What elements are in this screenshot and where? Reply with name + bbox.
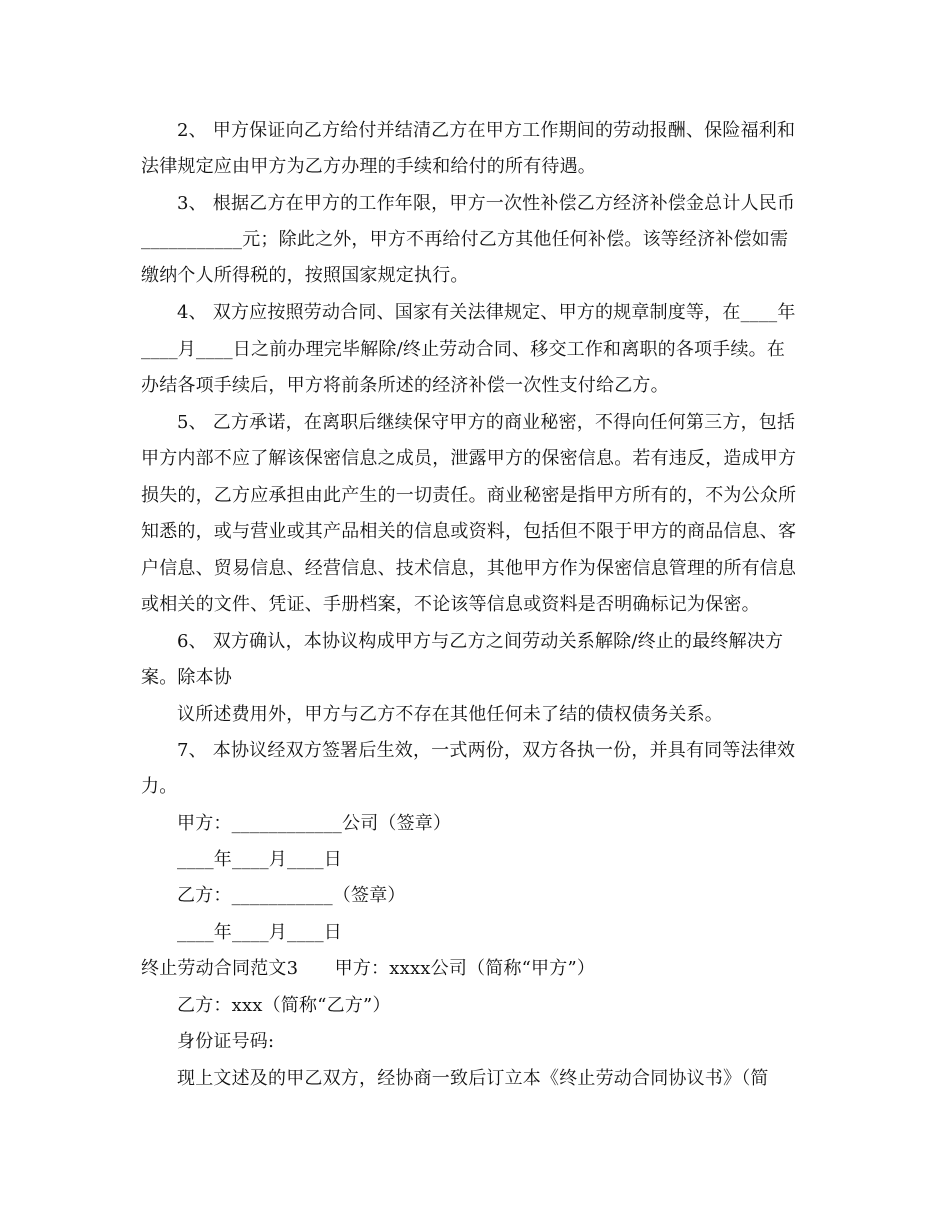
clause-7-line-1: 7、 本协议经双方签署后生效，一式两份，双方各执一份，并具有同等法律效 [177,740,796,761]
clause-5-line-5: 户信息、贸易信息、经营信息、技术信息，其他甲方作为保密信息管理的所有信息 [141,558,797,579]
sample-3-id-number: 身份证号码: [177,1031,275,1052]
clause-4-line-3: 办结各项手续后，甲方将前条所述的经济补偿一次性支付给乙方。 [141,375,669,396]
clause-7-line-2: 力。 [141,776,178,797]
clause-5-line-3: 损失的，乙方应承担由此产生的一切责任。商业秘密是指甲方所有的，不为公众所 [141,485,797,506]
clause-5-line-2: 甲方内部不应了解该保密信息之成员，泄露甲方的保密信息。若有违反，造成甲方 [141,448,797,469]
clause-6-line-2: 案。除本协 [141,667,232,688]
clause-3-line-3: 缴纳个人所得税的，按照国家规定执行。 [141,265,469,286]
clause-2-line-1: 2、 甲方保证向乙方给付并结清乙方在甲方工作期间的劳动报酬、保险福利和 [177,120,796,141]
sample-3-preamble: 现上文述及的甲乙双方，经协商一致后订立本《终止劳动合同协议书》（简 [177,1068,769,1089]
party-b-date: ____年____月____日 [177,922,342,943]
clause-4-line-2: ____月____日之前办理完毕解除/终止劳动合同、移交工作和离职的各项手续。在 [141,339,786,360]
clause-3-line-1: 3、 根据乙方在甲方的工作年限，甲方一次性补偿乙方经济补偿金总计人民币 [177,193,796,214]
clause-3-line-2: ___________元；除此之外，甲方不再给付乙方其他任何补偿。该等经济补偿如需 [141,229,789,250]
clause-6-line-3: 议所述费用外，甲方与乙方不存在其他任何未了结的债权债务关系。 [177,704,723,725]
clause-2-line-2: 法律规定应由甲方为乙方办理的手续和给付的所有待遇。 [141,156,596,177]
party-b-signature: 乙方：___________（签章） [177,885,406,906]
clause-5-line-4: 知悉的，或与营业或其产品相关的信息或资料，包括但不限于甲方的商品信息、客 [141,521,797,542]
clause-6-line-1: 6、 双方确认，本协议构成甲方与乙方之间劳动关系解除/终止的最终解决方 [177,631,784,652]
party-a-date: ____年____月____日 [177,849,342,870]
party-a-signature: 甲方：____________公司（签章） [177,813,452,834]
clause-4-line-1: 4、 双方应按照劳动合同、国家有关法律规定、甲方的规章制度等，在____年 [177,302,796,323]
clause-5-line-1: 5、 乙方承诺，在离职后继续保守甲方的商业秘密，不得向任何第三方，包括 [177,412,796,433]
sample-3-heading: 终止劳动合同范文3 甲方：xxxx公司（简称“甲方”） [141,958,596,979]
clause-5-line-6: 或相关的文件、凭证、手册档案，不论该等信息或资料是否明确标记为保密。 [141,594,760,615]
sample-3-party-b: 乙方：xxx（简称“乙方”） [177,995,391,1016]
